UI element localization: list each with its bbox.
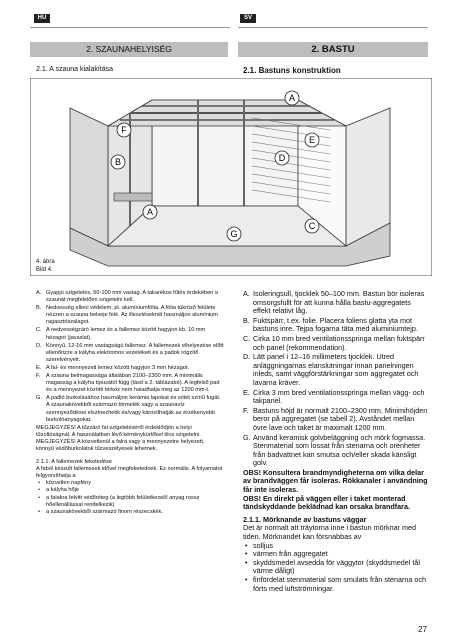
list-item: A. Isoleringsull, tjocklek 50–100 mm. Bastun bör isoleras omsorgsfullt för att kunna hålla bastu-aggregatets effekt relativt låg. [243, 289, 425, 316]
column-hu [36, 290, 224, 516]
subsection-2-text-sv: Det är normalt att träytorna inne i bastun mörknar med tiden. Mörknandet kan försnabbas av [243, 523, 416, 542]
list-item: C. A nedvességzáró lemez és a fallemez között hagyjon kb. 10 mm hézagot (javaslat). [36, 327, 206, 341]
list-item: • a falakra felvitt védőréteg (a legtöbb felületkezelő anyag rossz hőellenállással rendelkezik) [36, 495, 224, 509]
list-item: • a kályha hője [36, 487, 224, 494]
lang-tag-hu: HU [34, 14, 50, 23]
list-item: C. Cirka 10 mm bred ventilationsspringa mellan fuktspärr och panel (rekommendation). [243, 333, 425, 352]
figure-label-b: B [114, 157, 122, 167]
list-item: B. Fuktspärr, t.ex. folie. Placera foliens glatta yta mot bastuns inre. Tejpa fogarna täta med aluminiumtejp. [243, 315, 418, 334]
list-item: E. A fal- és mennyezeti lemez között hagyjon 3 mm hézagot. [36, 364, 190, 371]
figure-caption-sv: Bild 4. [36, 266, 53, 273]
subsection-2-title-sv: 2.1.1. Mörknande av bastuns väggar [243, 514, 367, 524]
lang-tag-sv: SV [240, 14, 256, 23]
figure-label-g: G [230, 229, 238, 239]
list-item: F. A szauna belmagassága általában 2100–2300 mm. A minimális magasság a kályha típusától függ (lásd a 2. táblázatot). A legfelső pad és a mennyezet közötti térköz nem haladhatja meg az 1200 mm-t. [36, 373, 220, 394]
list-item: E. Cirka 3 mm bred ventilationsspringa mellan vägg- och takpanel. [243, 387, 425, 406]
subsection-title-sv: 2.1. Bastuns konstruktion [243, 66, 341, 75]
list-item: • finfördelat stenmaterial som smulats från stenarna och förts med luftströmningar. [243, 576, 429, 593]
figure-label-a-top: A [288, 93, 296, 103]
list-item: B. Nedvesség elleni védelem, pl. alumíniumfólia. A fólia tükröző felülete nézzen a szauna belseje felé. Az illesztéseknél használjon alumínium ragasztószalagot. [36, 305, 218, 326]
figure-label-a-bottom: A [146, 207, 154, 217]
list-item: • közvetlen napfény [36, 480, 224, 487]
list-item: • a szaunakövekből származó finom részecskék. [36, 509, 224, 516]
list-item: D. Könnyű, 12-16 mm vastagságú fallemez. A fallemezek elhelyezése előtt ellenőrizze a kályha elektromos vezetékeit és a padok rögzítő szerelvényeit. [36, 342, 224, 363]
note-hu-2: MEGJEGYZÉS! A közvetlenül a falra vagy a mennyezetre helyezett, könnyű védőburkolatok tűzveszélyesek lehetnek. [36, 438, 205, 452]
header-rule-right [238, 27, 428, 28]
figure-caption-hu: 4. ábra [36, 259, 55, 265]
list-item: F. Bastuns höjd är normalt 2100–2300 mm. Minimihöjden beror på aggregatet (se tabell 2). Avståndet mellan övre lave och taket är maximalt 1200 mm. [243, 405, 428, 432]
note-sv-1: OBS! Konsultera brandmyndigheterna om vilka delar av brandväggen får isoleras. Rökkanaler i användning får inte isoleras. [243, 467, 428, 495]
list-item: • värmen från aggregatet [243, 550, 429, 559]
list-item: A. Gyapjú szigetelés, 50-100 mm vastag. A takarékos fűtés érdekében a szaunát megfelelően szigetelni kell. [36, 290, 218, 304]
column-sv [243, 290, 429, 593]
section-title-sv: 2. BASTU [238, 42, 428, 57]
note-sv-2: OBS! En direkt på väggen eller i taket monterad tändskyddande beklädnad kan orsaka brandfara. [243, 493, 410, 512]
list-item: G. A padló burkolásához használjon kerámia lapokat és sötét színű fugát. A szaunakövekből származó törmelék vagy a szaunavíz szennyeződései elszínezhetik és/vagy károsíthatják az érzékenyebb burkolóanyagokat. [36, 395, 221, 423]
list-item: D. Lätt panel i 12–16 millimeters tjocklek. Utred anläggningarnas elanslutningar innan panelningen inleds, samt väggförstärkningar som aggregatet och lavarna kräver. [243, 352, 419, 387]
header-rule-left [30, 27, 230, 28]
list-item: G. Använd keramisk golvbeläggning och mörk fogmassa. Stenmaterial som lossat från stenarna och orenheter från badvattnet kan smutsa och/eller skada känsligt golv. [243, 432, 426, 468]
note-hu-1: MEGJEGYZÉS! A tűzzáró fal szigeteléséről érdeklődjön a helyi tűzoltóságnál. A használatban lévő kéménykürtőket tilos szigetelni. [36, 424, 201, 438]
subsection-2-title-hu: 2.1.1. A fallemezek feketedése [36, 459, 112, 466]
section-title-hu: 2. SZAUNAHELYISÉG [30, 42, 228, 57]
list-item: • skyddsmedel avsedda för väggytor (skyddsmedel tål värme dåligt) [243, 559, 429, 576]
figure-caption [36, 259, 55, 274]
list-item: • solljus [243, 542, 429, 551]
figure-label-c: C [308, 221, 316, 231]
subsection-title-hu: 2.1. A szauna kialakítása [36, 66, 114, 73]
sauna-diagram [30, 78, 432, 276]
page-number: 27 [418, 625, 427, 634]
figure-label-d: D [278, 153, 286, 163]
sauna-construction-figure [30, 78, 432, 276]
figure-label-f: F [121, 125, 127, 135]
figure-label-e: E [308, 135, 316, 145]
subsection-2-text-hu: A faból készült fallemezek idővel megfeketednek. Ez normális. A folyamatot felgyorsíthatja a [36, 466, 223, 480]
